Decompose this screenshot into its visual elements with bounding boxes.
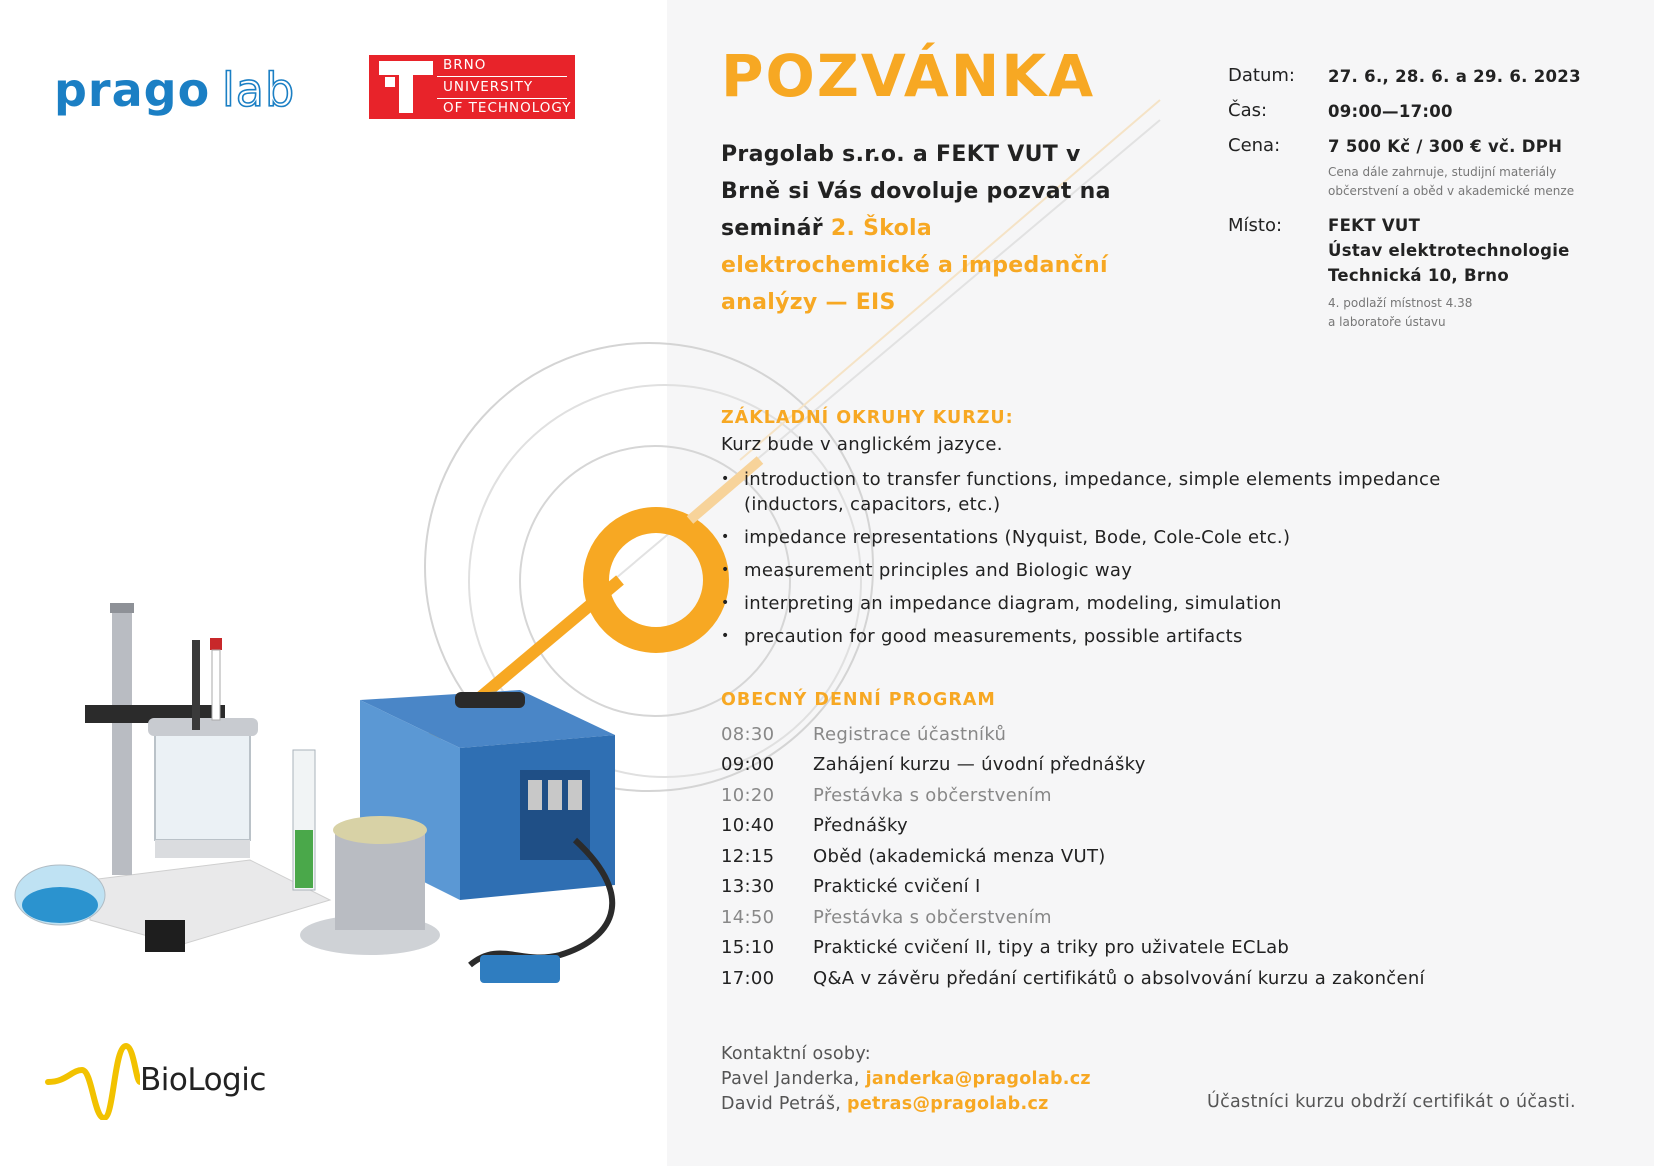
course-language: Kurz bude v anglickém jazyce. [721,434,1003,455]
cylinder-liquid [295,830,313,888]
schedule-text: Q&A v závěru předání certifikátů o absolvování kurzu a zakončení [813,967,1425,989]
place-line-3: Technická 10, Brno [1328,266,1509,285]
price-note-1: Cena dále zahrnuje, studijní materiály [1328,165,1557,179]
bullet-icon: • [721,628,730,644]
schedule-row [721,902,1481,933]
topic-text: measurement principles and Biologic way [744,560,1133,581]
schedule-row [721,933,1481,964]
list-item [721,591,1481,616]
pragolab-lab: lab [222,63,296,117]
topic-text: interpreting an impedance diagram, modeling, simulation [744,593,1282,614]
schedule-row [721,811,1481,842]
schedule-time: 14:50 [721,906,775,928]
bullet-icon: • [721,471,730,487]
pragolab-logo-mark [54,62,324,122]
course-heading: ZÁKLADNÍ OKRUHY KURZU: [721,408,1014,428]
schedule-row [721,841,1481,872]
schedule-text: Praktické cvičení II, tipy a triky pro uživatele ECLab [813,937,1290,959]
schedule-row [721,963,1481,994]
cable-box [480,955,560,983]
blue-liquid [22,887,98,923]
schedule-text: Přestávka s občerstvením [813,784,1052,806]
probe-holder [145,920,185,952]
brno-separator [437,76,567,77]
biologic-logo [44,1040,304,1120]
program-heading: OBECNÝ DENNÍ PROGRAM [721,690,996,710]
program-schedule [721,719,1481,994]
schedule-row [721,780,1481,811]
topic-text: introduction to transfer functions, impedance, simple elements impedance (inductors, capacitors, etc.) [744,469,1441,515]
contacts [721,1042,1091,1117]
schedule-time: 08:30 [721,723,775,745]
place-note-1: 4. podlaží místnost 4.38 [1328,296,1473,310]
list-item [721,467,1481,517]
list-item [721,525,1481,550]
cell-lid [148,718,258,736]
contact-name: Pavel Janderka, [721,1069,860,1089]
contact-row [721,1067,1091,1092]
brno-t-icon [379,61,433,113]
brno-university-logo [369,55,575,119]
intro-seminar-name: 2. Škola elektrochemické a impedanční analýzy — EIS [721,216,1108,315]
topic-text: precaution for good measurements, possible artifacts [744,626,1243,647]
cell-electrode [192,640,200,730]
intro-plain: Pragolab s.r.o. a FEKT VUT v Brně si Vás dovoluje pozvat na seminář [721,142,1111,241]
schedule-row [721,872,1481,903]
price-value: 7 500 Kč / 300 € vč. DPH [1328,137,1563,156]
cell-electrode-2 [212,650,220,720]
schedule-text: Zahájení kurzu — úvodní přednášky [813,754,1146,776]
steel-cell-top [333,816,427,844]
cell-base [155,840,250,858]
instruments-illustration [0,0,667,1166]
place-line-1: FEKT VUT [1328,216,1421,235]
schedule-row [721,750,1481,781]
schedule-time: 10:40 [721,815,775,837]
brno-separator [437,98,567,99]
potentiostat-port-1 [528,780,542,810]
page-title: POZVÁNKA [721,42,1096,110]
contact-email-link[interactable]: petras@pragolab.cz [847,1094,1049,1114]
schedule-time: 10:20 [721,784,775,806]
potentiostat-port-2 [548,780,562,810]
bullet-icon: • [721,562,730,578]
schedule-row [721,719,1481,750]
pragolab-logo [54,62,324,122]
contacts-heading: Kontaktní osoby: [721,1044,871,1064]
cell-electrode-cap [210,638,222,650]
brno-line-2: UNIVERSITY [443,79,534,95]
price-label: Cena: [1228,135,1281,156]
date-label: Datum: [1228,65,1295,86]
schedule-text: Oběd (akademická menza VUT) [813,845,1106,867]
schedule-text: Praktické cvičení I [813,876,981,898]
place-line-2: Ústav elektrotechnologie [1328,241,1570,260]
glass-cell [155,730,250,840]
time-label: Čas: [1228,100,1268,121]
schedule-text: Přestávka s občerstvením [813,906,1052,928]
contact-row [721,1092,1091,1117]
potentiostat-handle [455,692,525,708]
topics-list [721,467,1481,657]
pragolab-prago: prago [54,63,211,117]
topic-text: impedance representations (Nyquist, Bode, Cole-Cole etc.) [744,527,1291,548]
schedule-time: 13:30 [721,876,775,898]
brno-line-1: BRNO [443,57,487,73]
stand-rod [112,605,132,875]
contact-email-link[interactable]: janderka@pragolab.cz [865,1069,1091,1089]
biologic-wave-icon [44,1040,140,1120]
list-item [721,624,1481,649]
bullet-icon: • [721,529,730,545]
schedule-text: Registrace účastníků [813,723,1007,745]
brno-line-3: OF TECHNOLOGY [443,100,572,116]
schedule-text: Přednášky [813,815,908,837]
bullet-icon: • [721,595,730,611]
steel-cell-body [335,830,425,930]
potentiostat-port-3 [568,780,582,810]
date-value: 27. 6., 28. 6. a 29. 6. 2023 [1328,67,1581,86]
place-note-2: a laboratoře ústavu [1328,315,1446,329]
certificate-note: Účastníci kurzu obdrží certifikát o účasti. [1207,1092,1576,1112]
schedule-time: 17:00 [721,967,775,989]
intro-text [721,136,1141,321]
contact-name: David Petráš, [721,1094,842,1114]
schedule-time: 15:10 [721,937,775,959]
time-value: 09:00—17:00 [1328,102,1453,121]
place-label: Místo: [1228,215,1283,236]
list-item [721,558,1481,583]
schedule-time: 09:00 [721,754,775,776]
biologic-wordmark: BioLogic [140,1062,266,1098]
stand-rod-top [110,603,134,613]
price-note-2: občerstvení a oběd v akademické menze [1328,184,1575,198]
schedule-time: 12:15 [721,845,775,867]
